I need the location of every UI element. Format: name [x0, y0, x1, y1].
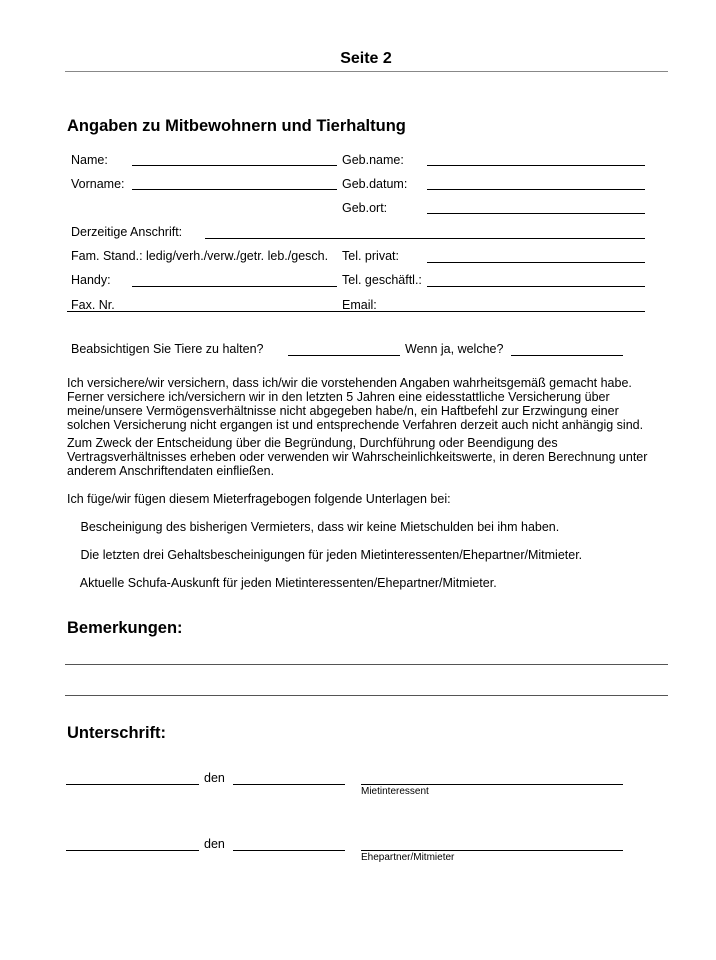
date-field-2[interactable]: [233, 850, 345, 851]
den-label-1: den: [204, 771, 225, 785]
attachment-item-2: [67, 548, 582, 562]
den-label-2: den: [204, 837, 225, 851]
remarks-title: Bemerkungen:: [67, 619, 183, 637]
handy-label: Handy:: [71, 273, 111, 287]
place-field-2[interactable]: [66, 850, 199, 851]
signature-title: Unterschrift:: [67, 724, 167, 742]
signature-role-1: Mietinteressent: [361, 786, 429, 797]
geb-name-field[interactable]: [427, 165, 645, 166]
tel-privat-label: Tel. privat:: [342, 249, 399, 263]
fax-email-field[interactable]: [67, 311, 645, 312]
fam-stand-label: Fam. Stand.: ledig/verh./verw./getr. leb./gesch.: [71, 249, 329, 263]
section-title: Angaben zu Mitbewohnern und Tierhaltung: [67, 117, 406, 135]
vorname-field[interactable]: [132, 189, 337, 190]
page-title: Seite 2: [340, 50, 392, 67]
tiere-question: Beabsichtigen Sie Tiere zu halten?: [71, 342, 264, 356]
name-field[interactable]: [132, 165, 337, 166]
declaration-paragraph-2: Zum Zweck der Entscheidung über die Begründung, Durchführung oder Beendigung des Vertragsverhältnisses erheben oder verwenden wir Wahrscheinlichkeitswerte, in deren Berechnung unter anderem Anschriftendaten einfließen.: [67, 436, 648, 478]
tiere-which-label: Wenn ja, welche?: [405, 342, 504, 356]
attachment-item-1: [67, 520, 559, 534]
tiere-which-field[interactable]: [511, 355, 623, 356]
tel-geschaeftl-label: Tel. geschäftl.:: [342, 273, 422, 287]
name-label: Name:: [71, 153, 108, 167]
attachment-item-label: Aktuelle Schufa-Auskunft für jeden Mietinteressenten/Ehepartner/Mitmieter.: [79, 576, 497, 590]
signature-field-1[interactable]: [361, 784, 623, 785]
signature-field-2[interactable]: [361, 850, 623, 851]
attachments-intro: Ich füge/wir fügen diesem Mieterfragebogen folgende Unterlagen bei:: [67, 492, 451, 506]
geb-ort-label: Geb.ort:: [342, 201, 388, 215]
geb-datum-field[interactable]: [427, 189, 645, 190]
handy-field[interactable]: [132, 286, 337, 287]
anschrift-field[interactable]: [205, 238, 645, 239]
vorname-label: Vorname:: [71, 177, 125, 191]
date-field-1[interactable]: [233, 784, 345, 785]
place-field-1[interactable]: [66, 784, 199, 785]
remarks-line-2[interactable]: [65, 695, 668, 696]
signature-role-2: Ehepartner/Mitmieter: [361, 852, 455, 863]
geb-datum-label: Geb.datum:: [342, 177, 408, 191]
header-divider: [65, 71, 668, 72]
tel-privat-field[interactable]: [427, 262, 645, 263]
email-label: Email:: [342, 298, 377, 312]
anschrift-label: Derzeitige Anschrift:: [71, 225, 183, 239]
tel-geschaeftl-field[interactable]: [427, 286, 645, 287]
fax-label: Fax. Nr.: [71, 298, 115, 312]
geb-name-label: Geb.name:: [342, 153, 404, 167]
attachment-item-label: Die letzten drei Gehaltsbescheinigungen für jeden Mietinteressenten/Ehepartner/Mitmieter.: [80, 548, 583, 562]
declaration-paragraph-1: Ich versichere/wir versichern, dass ich/wir die vorstehenden Angaben wahrheitsgemäß gemacht habe. Ferner versichere ich/versichern wir in den letzten 5 Jahren eine eidesstattliche Versicherung über meine/unsere Vermögensverhältnisse nicht abgegeben habe/n, ein Haftbefehl zur Erzwingung einer solchen Versicherung nicht ergangen ist und entsprechende Verfahren derzeit auch nicht anhängig sind.: [67, 376, 644, 432]
geb-ort-field[interactable]: [427, 213, 645, 214]
attachment-item-3: [67, 576, 497, 590]
remarks-line-1[interactable]: [65, 664, 668, 665]
attachment-item-label: Bescheinigung des bisherigen Vermieters, dass wir keine Mietschulden bei ihm haben.: [80, 520, 560, 534]
tiere-answer-field[interactable]: [288, 355, 400, 356]
